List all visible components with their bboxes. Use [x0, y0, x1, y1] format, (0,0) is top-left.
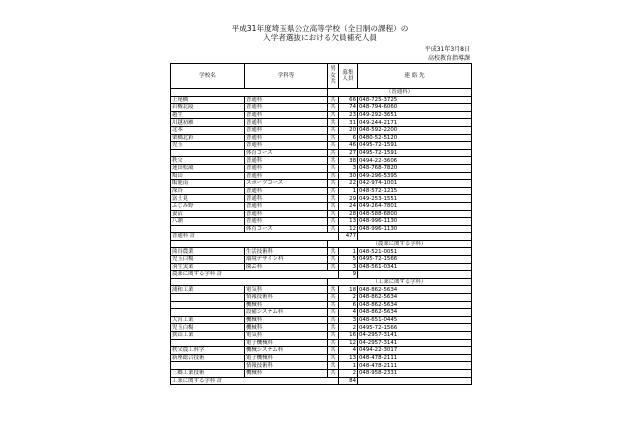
sex-cell: 共: [328, 126, 339, 134]
count-cell: 24: [339, 202, 358, 210]
phone-cell: 048-725-3725: [358, 96, 472, 104]
sex-cell: 共: [328, 157, 339, 165]
table-row: [171, 164, 472, 172]
count-cell: 28: [339, 210, 358, 218]
section-blank: [171, 240, 328, 248]
table-body: [171, 89, 472, 385]
sex-cell: 共: [328, 104, 339, 112]
table-row: [171, 142, 472, 150]
header-sex: 男女共: [328, 64, 339, 89]
table-row: [171, 225, 472, 233]
subject-cell: 機械科: [245, 301, 328, 309]
table-row: [171, 195, 472, 203]
table-row: [171, 369, 472, 377]
table-row: [171, 202, 472, 210]
sex-cell: 共: [328, 316, 339, 324]
sex-cell: 共: [328, 286, 339, 294]
sex-cell: 共: [328, 248, 339, 256]
header-contact: 連 絡 先: [358, 64, 472, 89]
table-row: [171, 354, 472, 362]
count-cell: 1: [339, 248, 358, 256]
school-name-cell: 飯能南: [171, 180, 245, 188]
school-name-cell: 妻沼: [171, 210, 245, 218]
sex-cell: 共: [328, 218, 339, 226]
table-row: [171, 362, 472, 370]
phone-cell: 048-862-5634: [358, 309, 472, 317]
sex-cell: 共: [328, 172, 339, 180]
sex-cell: 共: [328, 256, 339, 264]
count-cell: 74: [339, 104, 358, 112]
school-name-cell: 栗橋北彩: [171, 134, 245, 142]
school-name-cell: [171, 309, 245, 317]
section-total-row: [171, 271, 472, 279]
school-name-cell: 富士見: [171, 195, 245, 203]
school-name-cell: 児玉白楊: [171, 324, 245, 332]
school-name-cell: 北本: [171, 126, 245, 134]
phone-cell: 048-592-2200: [358, 126, 472, 134]
count-cell: 4: [339, 309, 358, 317]
subject-cell: 普通科: [245, 119, 328, 127]
subject-cell: 普通科: [245, 111, 328, 119]
sex-cell: 共: [328, 119, 339, 127]
count-cell: 16: [339, 332, 358, 340]
phone-cell: 048-862-5634: [358, 301, 472, 309]
sex-cell: 共: [328, 142, 339, 150]
count-cell: 4: [339, 347, 358, 355]
phone-cell: 0495-72-1566: [358, 256, 472, 264]
school-name-cell: 大宮工業: [171, 316, 245, 324]
header-count: 募集人員: [339, 64, 358, 89]
table-row: [171, 256, 472, 264]
table-row: [171, 180, 472, 188]
subject-cell: 生活技術科: [245, 248, 328, 256]
school-name-cell: 熊谷農業: [171, 248, 245, 256]
sex-cell: 共: [328, 210, 339, 218]
section-label: （普通科）: [328, 89, 472, 97]
section-total-blank: [358, 233, 472, 241]
subject-cell: 普通科: [245, 142, 328, 150]
subject-cell: 普通科: [245, 126, 328, 134]
school-name-cell: 秩父農工科学: [171, 347, 245, 355]
school-name-cell: [171, 301, 245, 309]
table-row: [171, 157, 472, 165]
sex-cell: 共: [328, 301, 339, 309]
phone-cell: 049-253-1551: [358, 195, 472, 203]
school-name-cell: [171, 339, 245, 347]
document-title-line2: 入学者選抜における欠員補充人員: [263, 33, 377, 42]
count-cell: 29: [339, 195, 358, 203]
document-date: 平成31年3月8日: [424, 46, 470, 53]
count-cell: 3: [339, 316, 358, 324]
sex-cell: 共: [328, 294, 339, 302]
subject-cell: 普通科: [245, 187, 328, 195]
phone-cell: 048-996-1130: [358, 218, 472, 226]
section-total-label: 普通科 計: [171, 233, 339, 241]
subject-cell: 普通科: [245, 134, 328, 142]
count-cell: 38: [339, 157, 358, 165]
phone-cell: 048-958-2331: [358, 369, 472, 377]
section-header-row: [171, 278, 472, 286]
subject-cell: 普通科: [245, 157, 328, 165]
count-cell: 66: [339, 96, 358, 104]
count-cell: 23: [339, 111, 358, 119]
phone-cell: 0494-22-3606: [358, 157, 472, 165]
subject-cell: 普通科: [245, 210, 328, 218]
count-cell: 13: [339, 218, 358, 226]
phone-cell: 048-561-0341: [358, 263, 472, 271]
table-row: [171, 210, 472, 218]
header-school: 学校名: [171, 64, 245, 89]
subject-cell: 電子機械科: [245, 339, 328, 347]
phone-cell: 0480-52-5120: [358, 134, 472, 142]
count-cell: 3: [339, 164, 358, 172]
count-cell: 6: [339, 134, 358, 142]
school-name-cell: 浦和工業: [171, 286, 245, 294]
count-cell: 31: [339, 119, 358, 127]
school-name-cell: [171, 225, 245, 233]
phone-cell: 048-588-6800: [358, 210, 472, 218]
phone-cell: 048-651-0445: [358, 316, 472, 324]
subject-cell: 設備システム科: [245, 309, 328, 317]
table-row: [171, 218, 472, 226]
document-title-line1: 平成31年度埼玉県公立高等学校（全日制の課程）の: [231, 24, 409, 33]
subject-cell: 普通科: [245, 202, 328, 210]
phone-cell: 048-768-7820: [358, 164, 472, 172]
table-row: [171, 286, 472, 294]
school-name-cell: 狭山工業: [171, 332, 245, 340]
table-row: [171, 172, 472, 180]
section-label: （農業に関する学科）: [328, 240, 472, 248]
phone-cell: 04-2957-3141: [358, 339, 472, 347]
table-row: [171, 96, 472, 104]
section-total-value: 84: [339, 377, 358, 385]
school-name-cell: 三郷工業技術: [171, 369, 245, 377]
table-row: [171, 309, 472, 317]
sex-cell: 共: [328, 332, 339, 340]
sex-cell: 共: [328, 195, 339, 203]
subject-cell: 体育コース: [245, 225, 328, 233]
count-cell: 12: [339, 339, 358, 347]
section-label: （工業に関する学科）: [328, 278, 472, 286]
subject-cell: 普通科: [245, 195, 328, 203]
school-name-cell: 蓮田松韻: [171, 164, 245, 172]
school-name-cell: 深谷: [171, 187, 245, 195]
subject-cell: 情報技術科: [245, 294, 328, 302]
school-name-cell: 上尾橋: [171, 96, 245, 104]
subject-cell: 電気科: [245, 332, 328, 340]
section-total-label: 農業に関する学科 計: [171, 271, 339, 279]
phone-cell: 0494-22-3017: [358, 347, 472, 355]
table-row: [171, 187, 472, 195]
subject-cell: 電気科: [245, 286, 328, 294]
table-row: [171, 347, 472, 355]
sex-cell: 共: [328, 309, 339, 317]
school-name-cell: 新座総合技術: [171, 354, 245, 362]
table-row: [171, 104, 472, 112]
count-cell: 2: [339, 324, 358, 332]
subject-cell: 機械システム科: [245, 347, 328, 355]
school-name-cell: 児玉白楊: [171, 256, 245, 264]
table-row: [171, 294, 472, 302]
subject-cell: 機械科: [245, 316, 328, 324]
sex-cell: 共: [328, 362, 339, 370]
table-row: [171, 126, 472, 134]
section-total-value: 9: [339, 271, 358, 279]
count-cell: 30: [339, 172, 358, 180]
sex-cell: 共: [328, 202, 339, 210]
phone-cell: 048-862-5634: [358, 294, 472, 302]
count-cell: 1: [339, 362, 358, 370]
table-row: [171, 119, 472, 127]
sex-cell: 共: [328, 96, 339, 104]
phone-cell: 042-974-1001: [358, 180, 472, 188]
count-cell: 1: [339, 187, 358, 195]
table-row: [171, 111, 472, 119]
section-header-row: [171, 240, 472, 248]
subject-cell: 情報技術科: [245, 362, 328, 370]
school-name-cell: 秩父: [171, 157, 245, 165]
table-row: [171, 149, 472, 157]
subject-cell: 普通科: [245, 164, 328, 172]
subject-cell: 体育コース: [245, 149, 328, 157]
school-name-cell: 八潮: [171, 218, 245, 226]
sex-cell: 共: [328, 225, 339, 233]
subject-cell: 電子機械科: [245, 354, 328, 362]
count-cell: 6: [339, 301, 358, 309]
sex-cell: 共: [328, 164, 339, 172]
school-name-cell: 羽生実業: [171, 263, 245, 271]
section-blank: [171, 278, 328, 286]
sex-cell: 共: [328, 324, 339, 332]
table-row: [171, 332, 472, 340]
count-cell: 18: [339, 286, 358, 294]
phone-cell: 049-244-2171: [358, 119, 472, 127]
subject-cell: 機械科: [245, 369, 328, 377]
sex-cell: 共: [328, 347, 339, 355]
school-name-cell: 岩槻北陵: [171, 104, 245, 112]
sex-cell: 共: [328, 111, 339, 119]
table-row: [171, 316, 472, 324]
section-total-blank: [358, 271, 472, 279]
subject-cell: 普通科: [245, 218, 328, 226]
school-name-cell: 鳩山: [171, 172, 245, 180]
count-cell: 22: [339, 180, 358, 188]
phone-cell: 048-794-6060: [358, 104, 472, 112]
school-name-cell: ふじみ野: [171, 202, 245, 210]
phone-cell: 049-264-7801: [358, 202, 472, 210]
school-name-cell: [171, 294, 245, 302]
count-cell: 2: [339, 369, 358, 377]
school-name-cell: [171, 149, 245, 157]
count-cell: 3: [339, 263, 358, 271]
phone-cell: 048-572-1215: [358, 187, 472, 195]
vacancy-table: [170, 63, 472, 385]
table-row: [171, 301, 472, 309]
phone-cell: 048-862-5634: [358, 286, 472, 294]
phone-cell: 048-521-0051: [358, 248, 472, 256]
school-name-cell: 児玉: [171, 142, 245, 150]
count-cell: 20: [339, 126, 358, 134]
issuing-department: 高校教育指導課: [427, 55, 470, 62]
section-header-row: [171, 89, 472, 97]
count-cell: 27: [339, 149, 358, 157]
section-total-row: [171, 377, 472, 385]
school-name-cell: 越生: [171, 111, 245, 119]
phone-cell: 048-478-2111: [358, 354, 472, 362]
header-subject: 学科等: [245, 64, 328, 89]
phone-cell: 049-296-5395: [358, 172, 472, 180]
subject-cell: 機械科: [245, 324, 328, 332]
phone-cell: 049-292-3651: [358, 111, 472, 119]
table-header-row: [171, 64, 472, 89]
sex-cell: 共: [328, 263, 339, 271]
subject-cell: 環境デザイン科: [245, 256, 328, 264]
sex-cell: 共: [328, 354, 339, 362]
sex-cell: 共: [328, 339, 339, 347]
phone-cell: 048-996-1130: [358, 225, 472, 233]
section-total-label: 工業に関する学科 計: [171, 377, 339, 385]
sex-cell: 共: [328, 149, 339, 157]
subject-cell: 普通科: [245, 104, 328, 112]
sex-cell: 共: [328, 134, 339, 142]
sex-cell: 共: [328, 187, 339, 195]
table-row: [171, 248, 472, 256]
sex-cell: 共: [328, 369, 339, 377]
table-row: [171, 134, 472, 142]
school-name-cell: [171, 362, 245, 370]
phone-cell: 04-2957-3141: [358, 332, 472, 340]
subject-cell: 園芸科: [245, 263, 328, 271]
section-blank: [171, 89, 328, 97]
count-cell: 13: [339, 354, 358, 362]
phone-cell: 0495-72-1591: [358, 142, 472, 150]
table-row: [171, 324, 472, 332]
section-total-blank: [358, 377, 472, 385]
section-total-row: [171, 233, 472, 241]
phone-cell: 0495-72-1591: [358, 149, 472, 157]
subject-cell: スポーツコース: [245, 180, 328, 188]
table-row: [171, 339, 472, 347]
count-cell: 12: [339, 225, 358, 233]
table-row: [171, 263, 472, 271]
phone-cell: 048-478-2111: [358, 362, 472, 370]
phone-cell: 0495-72-1566: [358, 324, 472, 332]
section-total-value: 477: [339, 233, 358, 241]
sex-cell: 共: [328, 180, 339, 188]
count-cell: 2: [339, 294, 358, 302]
school-name-cell: 川越初雁: [171, 119, 245, 127]
count-cell: 46: [339, 142, 358, 150]
subject-cell: 普通科: [245, 172, 328, 180]
count-cell: 5: [339, 256, 358, 264]
subject-cell: 普通科: [245, 96, 328, 104]
